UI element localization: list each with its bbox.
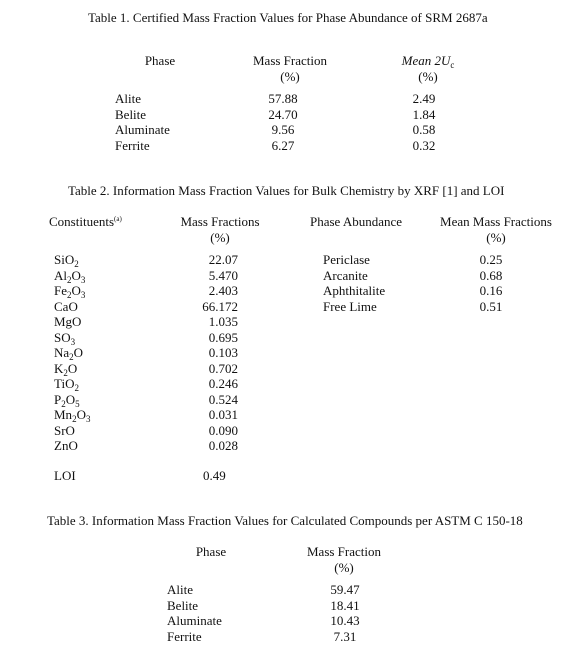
table2-constituent-cell: [54, 283, 90, 299]
table2-constituent-column: [54, 252, 90, 454]
formula-text: S: [54, 329, 62, 345]
formula-text: O: [64, 252, 75, 267]
table2-header-constituents: [49, 214, 122, 229]
table1-header-mean-2uc: [388, 53, 468, 68]
table1-mass-fraction-column: [240, 91, 326, 153]
table1-phase-column: [115, 91, 170, 153]
table1-header-mass-fraction: Mass Fraction: [252, 53, 328, 68]
table3-mass-fraction-cell: 7.31: [333, 628, 357, 644]
table2-phase-cell: Free Lime: [323, 298, 377, 314]
table3-mass-fraction-cell: 18.41: [330, 597, 360, 613]
table2-caption: Table 2. Information Mass Fraction Values for Bulk Chemistry by XRF [1] and LOI: [68, 183, 505, 198]
table1-uncertainty-column: [392, 91, 456, 153]
table2-mass-fraction-cell: 2.403: [208, 283, 238, 298]
table1-mass-fraction-cell: 24.70: [268, 106, 298, 122]
table2-mass-fraction-cell: 0.695: [208, 329, 238, 345]
table2-phase-cell: Periclase: [323, 252, 370, 267]
table2-phase-value-cell: 0.16: [479, 283, 503, 298]
table2-phase-value-cell: 0.25: [479, 252, 503, 267]
formula-text: O: [76, 407, 86, 422]
table2-constituent-cell: [54, 252, 90, 268]
table2-mass-fraction-cell: 0.031: [208, 407, 238, 422]
formula-text: O: [71, 267, 81, 283]
table1-uncertainty-cell: 0.58: [412, 122, 436, 137]
table2-constituent-cell: [54, 345, 90, 361]
table2-loi-label: LOI: [54, 468, 76, 483]
formula-text: CaO: [54, 298, 78, 314]
formula-subscript: 2: [74, 383, 79, 393]
formula-text: Al: [54, 267, 67, 283]
formula-subscript: 2: [72, 414, 77, 424]
table1-uncertainty-cell: 2.49: [412, 91, 436, 106]
table3-phase-cell: Aluminate: [167, 613, 222, 628]
table2-phase-cell: Aphthitalite: [323, 283, 386, 298]
formula-text: Fe: [54, 283, 67, 298]
table3-phase-cell: Alite: [167, 582, 193, 597]
table3-phase-column: [167, 582, 222, 644]
table3-mass-fraction-cell: 59.47: [330, 582, 360, 597]
formula-text: K: [54, 360, 64, 376]
table2-header-mass-fractions-unit: (%): [210, 230, 230, 245]
table2-header-constituents-note: (a): [114, 215, 122, 223]
formula-subscript: 2: [67, 274, 72, 285]
table1-uncertainty-cell: 0.32: [412, 137, 436, 153]
formula-text: O: [67, 360, 78, 376]
formula-subscript: 2: [61, 398, 66, 409]
formula-text: Na: [54, 345, 70, 360]
table2-phase-column: [323, 252, 385, 314]
formula-text: Si: [54, 252, 65, 267]
table2-constituent-cell: [54, 361, 90, 377]
table3-mass-fraction-cell: 10.43: [330, 613, 360, 628]
formula-text: P: [54, 391, 62, 407]
table2-mass-fraction-cell: 0.090: [208, 422, 238, 438]
table3-phase-cell: Belite: [167, 597, 199, 613]
formula-subscript: 2: [69, 352, 74, 362]
table2-mass-fraction-cell: 66.172: [202, 298, 238, 314]
formula-text: O: [73, 345, 84, 360]
table1-phase-cell: Belite: [115, 106, 147, 122]
table3-header-mass-fraction-unit: (%): [334, 560, 354, 575]
table2-constituent-cell: [54, 407, 90, 423]
table1-phase-cell: Ferrite: [115, 137, 150, 153]
table2-mass-fraction-cell: 0.103: [208, 345, 238, 360]
table2-constituent-cell: [54, 299, 90, 315]
table3-phase-cell: Ferrite: [167, 628, 202, 644]
table2-constituent-cell: [54, 330, 90, 346]
table2-mass-fraction-cell: 5.470: [208, 267, 238, 283]
table1-header-mass-fraction-unit: (%): [280, 69, 300, 84]
formula-text: O: [65, 376, 75, 391]
table2-header-mean-mass-fractions-unit: (%): [486, 230, 506, 245]
table2-mass-fraction-column: [198, 252, 238, 454]
formula-text: O: [71, 283, 81, 298]
table2-phase-value-cell: 0.68: [479, 267, 503, 283]
table2-mass-fraction-cell: 1.035: [208, 314, 238, 329]
table2-header-mean-mass-fractions: Mean Mass Fractions: [440, 214, 552, 229]
table2-constituent-cell: [54, 423, 90, 439]
formula-text: MgO: [54, 314, 82, 329]
table1-phase-cell: Aluminate: [115, 122, 170, 137]
table1-mass-fraction-cell: 57.88: [268, 91, 298, 106]
formula-text: Mn: [54, 407, 73, 422]
formula-subscript: 5: [75, 398, 80, 409]
table2-loi-value: 0.49: [203, 468, 226, 483]
table2-constituent-cell: [54, 376, 90, 392]
table1-uncertainty-cell: 1.84: [412, 106, 436, 122]
formula-subscript: 3: [70, 336, 76, 347]
table1-header-phase: Phase: [144, 53, 176, 68]
table1-phase-cell: Alite: [115, 91, 141, 106]
table2-phase-cell: Arcanite: [323, 267, 368, 283]
formula-text: O: [61, 329, 71, 345]
table2-constituent-cell: [54, 268, 90, 284]
table2-mass-fraction-cell: 0.246: [208, 376, 238, 391]
formula-text: O: [65, 391, 76, 407]
table2-mass-fraction-cell: 0.028: [208, 438, 238, 453]
table2-constituent-cell: [54, 314, 90, 330]
table3-mass-fraction-column: [315, 582, 375, 644]
table1-header-mean-2uc-text: Mean 2U: [401, 53, 451, 68]
formula-text: Ti: [54, 376, 66, 391]
formula-subscript: 2: [67, 290, 72, 300]
formula-subscript: 2: [63, 367, 68, 378]
table2-mass-fraction-cell: 22.07: [208, 252, 238, 267]
table2-header-mass-fractions: Mass Fractions: [180, 214, 260, 229]
table1-mass-fraction-cell: 6.27: [271, 137, 295, 153]
table3-caption: Table 3. Information Mass Fraction Values for Calculated Compounds per ASTM C 150-18: [47, 513, 523, 528]
formula-subscript: 2: [74, 259, 79, 269]
table2-mass-fraction-cell: 0.702: [208, 360, 238, 376]
table3-header-phase: Phase: [195, 544, 227, 559]
table3-header-mass-fraction: Mass Fraction: [306, 544, 382, 559]
formula-subscript: 3: [80, 274, 86, 285]
table2-constituent-cell: [54, 392, 90, 408]
table2-constituent-cell: [54, 438, 90, 454]
formula-subscript: 3: [85, 414, 91, 424]
table2-phase-value-column: [466, 252, 516, 314]
formula-text: SrO: [54, 422, 75, 438]
formula-text: ZnO: [54, 438, 78, 453]
table1-caption: Table 1. Certified Mass Fraction Values for Phase Abundance of SRM 2687a: [88, 10, 488, 25]
table1-header-mean-2uc-unit: (%): [418, 69, 438, 84]
formula-subscript: 3: [80, 290, 86, 300]
table2-header-constituents-text: Constituents: [49, 214, 115, 229]
table2-phase-value-cell: 0.51: [479, 298, 503, 314]
table2-mass-fraction-cell: 0.524: [208, 391, 238, 407]
table1-mass-fraction-cell: 9.56: [271, 122, 295, 137]
table1-header-mean-2uc-sub: c: [450, 60, 455, 70]
table2-header-phase-abundance: Phase Abundance: [310, 214, 403, 229]
